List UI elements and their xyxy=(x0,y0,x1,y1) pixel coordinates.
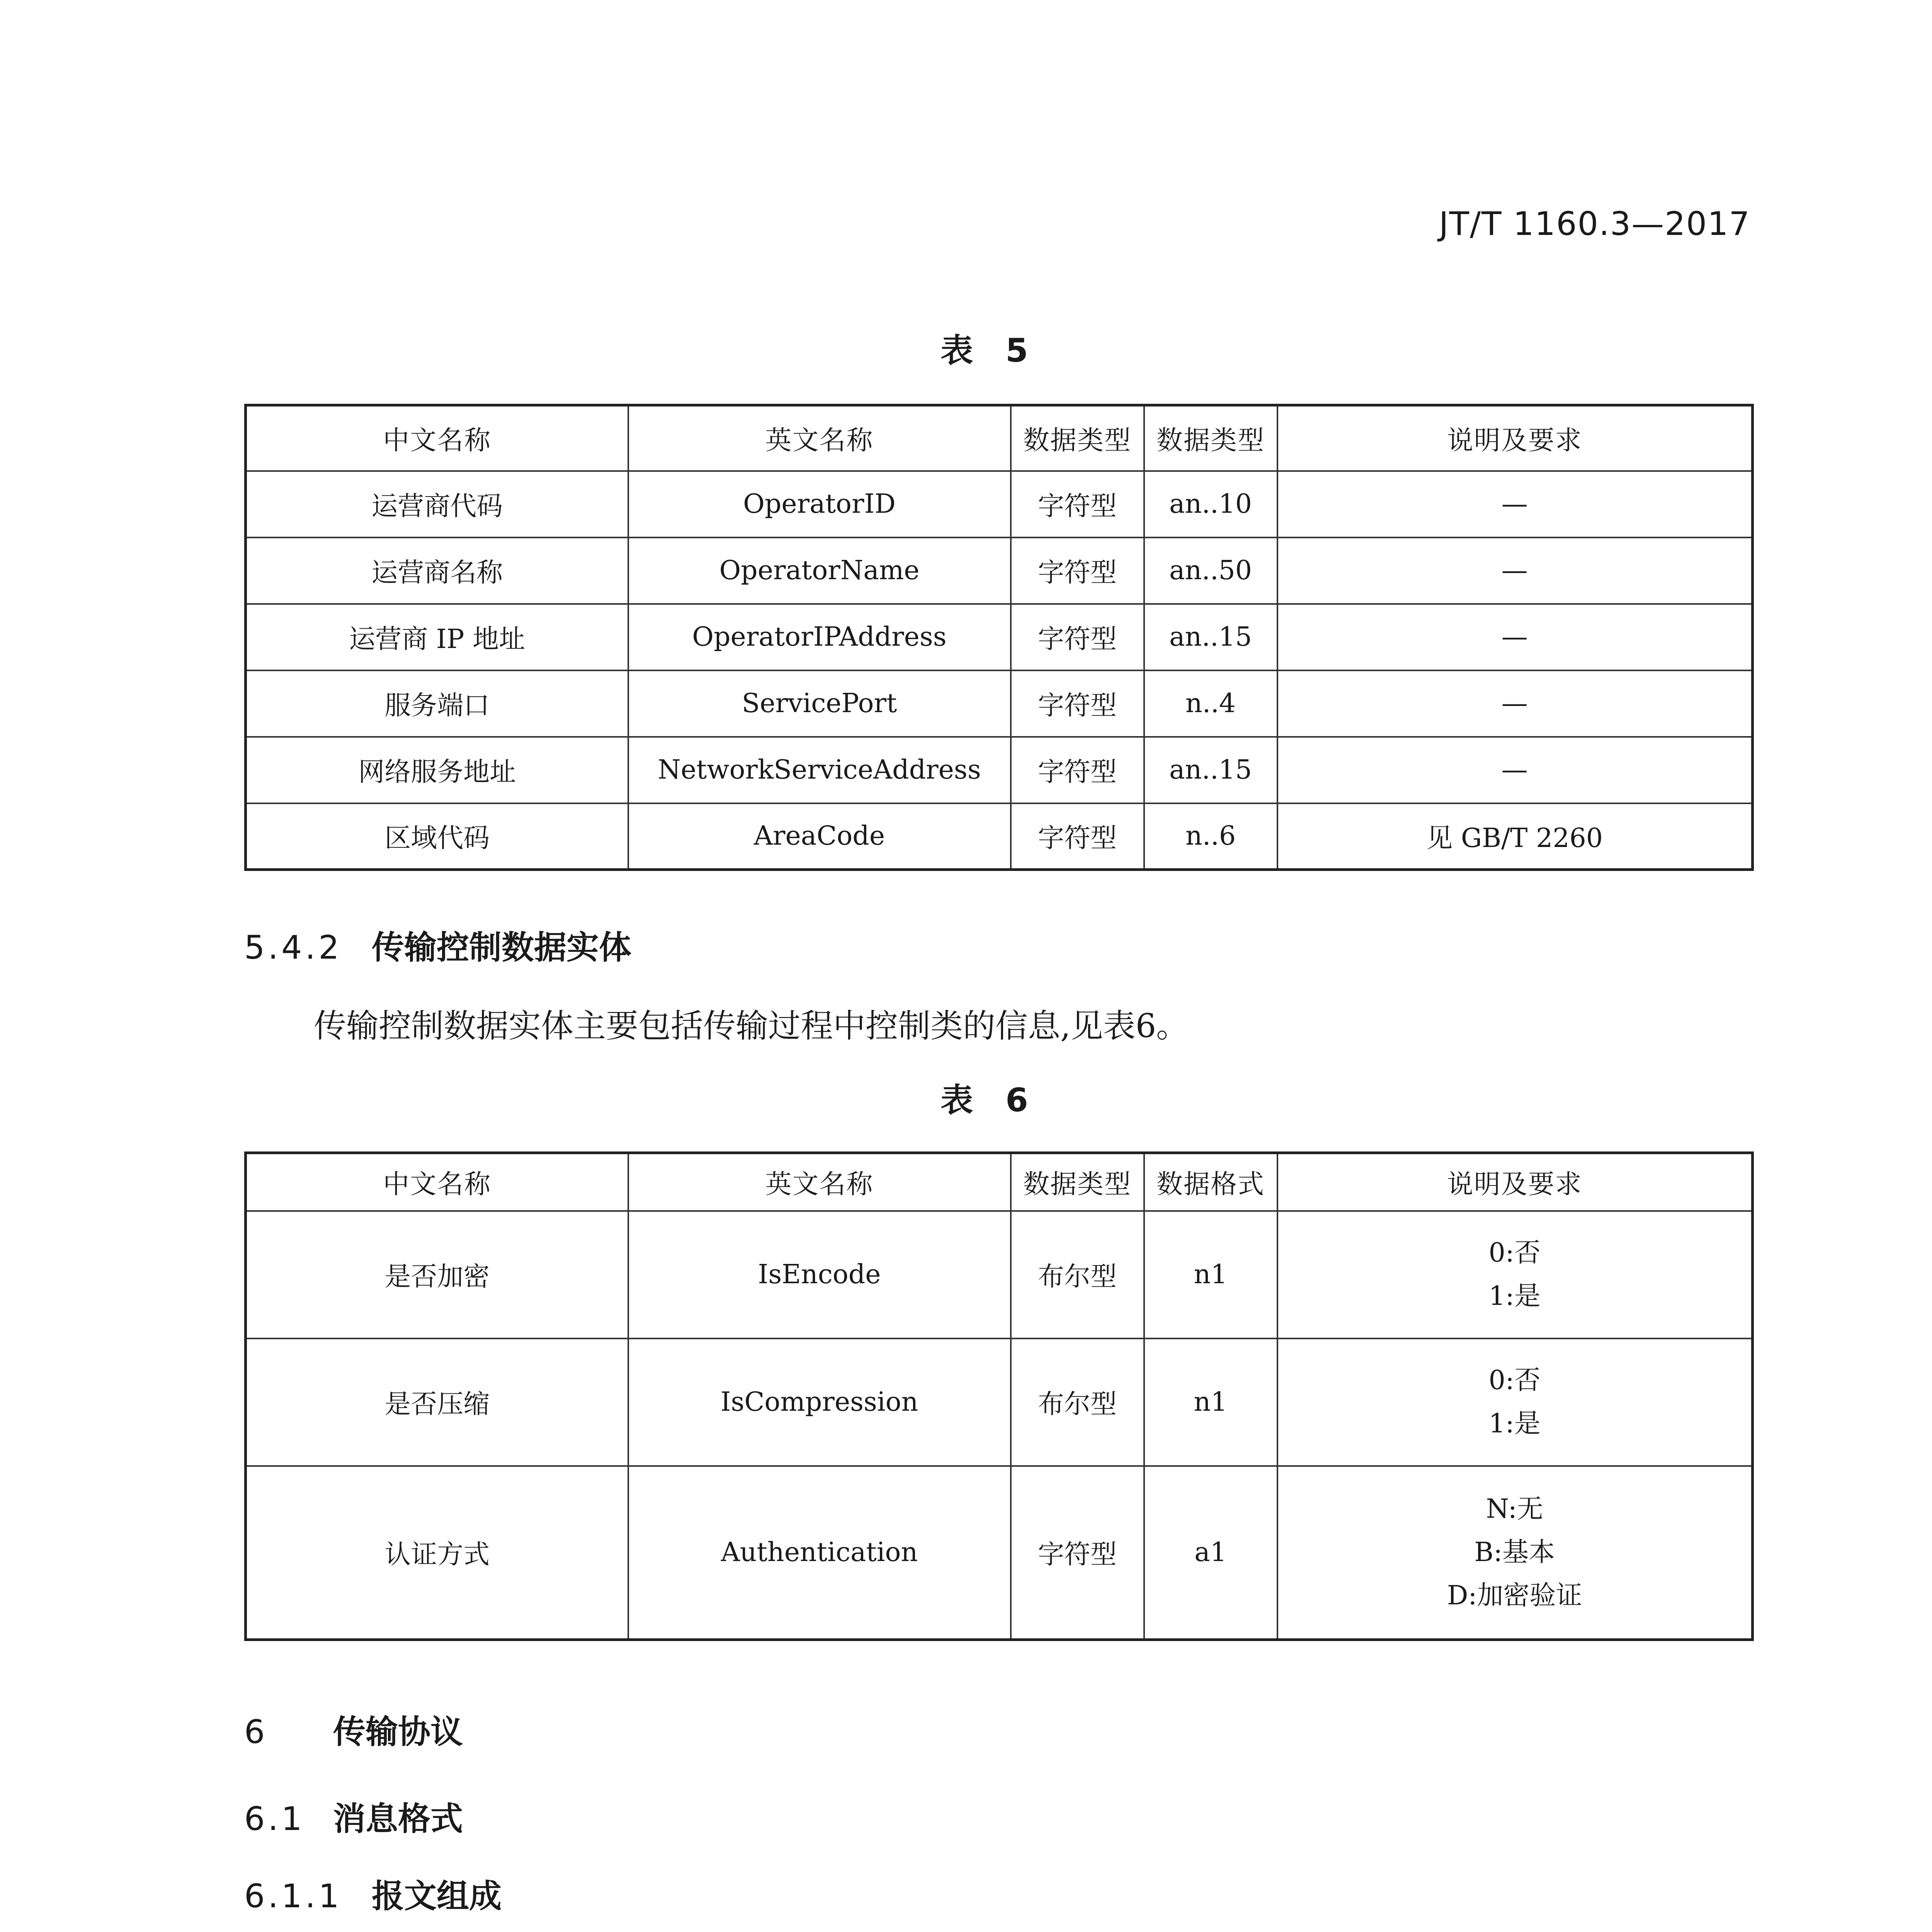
desc-line: 1:是 xyxy=(1488,1408,1541,1439)
cell-format: an..15 xyxy=(1144,737,1277,803)
desc-line: N:无 xyxy=(1486,1493,1543,1524)
cell-format: an..50 xyxy=(1144,537,1277,604)
section-number: 6 xyxy=(244,1713,268,1751)
desc-line: B:基本 xyxy=(1474,1537,1555,1568)
table-row xyxy=(246,670,1753,737)
cell-cn: 运营商代码 xyxy=(246,471,628,537)
table6-header-type: 数据类型 xyxy=(1011,1153,1144,1211)
table6-header-en: 英文名称 xyxy=(628,1153,1011,1211)
cell-desc: — xyxy=(1277,537,1753,604)
cell-cn: 认证方式 xyxy=(246,1466,628,1640)
cell-desc: 见 GB/T 2260 xyxy=(1277,803,1753,870)
table6 xyxy=(244,1151,1754,1641)
cell-desc xyxy=(1277,1466,1753,1640)
table6-caption-word: 表 xyxy=(940,1081,973,1119)
table-row xyxy=(246,737,1753,803)
desc-line: 0:否 xyxy=(1488,1237,1541,1268)
table-row xyxy=(246,1466,1753,1640)
section-title: 报文组成 xyxy=(372,1877,502,1915)
table6-header-cn: 中文名称 xyxy=(246,1153,628,1211)
table5-header-type: 数据类型 xyxy=(1011,405,1144,471)
cell-en: NetworkServiceAddress xyxy=(628,737,1011,803)
table5-header-row xyxy=(246,405,1753,471)
cell-type: 字符型 xyxy=(1011,604,1144,670)
section-6-1-heading xyxy=(244,1793,463,1840)
table6-header-format: 数据格式 xyxy=(1144,1153,1277,1211)
cell-type: 字符型 xyxy=(1011,803,1144,870)
table5-header-desc: 说明及要求 xyxy=(1277,405,1753,471)
cell-en: IsEncode xyxy=(628,1211,1011,1338)
desc-line: D:加密验证 xyxy=(1447,1580,1582,1611)
cell-desc: — xyxy=(1277,737,1753,803)
section-6-1-1-heading xyxy=(244,1870,502,1917)
table5 xyxy=(244,404,1754,871)
table-row xyxy=(246,803,1753,870)
cell-en: OperatorIPAddress xyxy=(628,604,1011,670)
desc-line: 0:否 xyxy=(1488,1365,1541,1396)
standard-number: JT/T 1160.3—2017 xyxy=(1439,205,1750,243)
table-row xyxy=(246,1338,1753,1466)
cell-cn: 是否加密 xyxy=(246,1211,628,1338)
cell-en: Authentication xyxy=(628,1466,1011,1640)
table5-header-en: 英文名称 xyxy=(628,405,1011,471)
cell-desc: — xyxy=(1277,471,1753,537)
cell-desc xyxy=(1277,1211,1753,1338)
cell-en: OperatorName xyxy=(628,537,1011,604)
table6-caption xyxy=(0,1074,1932,1121)
section-5-4-2-heading xyxy=(244,922,631,968)
section-title: 传输控制数据实体 xyxy=(372,929,632,966)
cell-desc: — xyxy=(1277,670,1753,737)
cell-type: 字符型 xyxy=(1011,537,1144,604)
table-row xyxy=(246,1211,1753,1338)
cell-type: 字符型 xyxy=(1011,1466,1144,1640)
table5-caption-word: 表 xyxy=(940,332,973,369)
cell-format: a1 xyxy=(1144,1466,1277,1640)
table5-header-format: 数据类型 xyxy=(1144,405,1277,471)
section-number: 5.4.2 xyxy=(244,929,342,966)
cell-format: n1 xyxy=(1144,1211,1277,1338)
cell-cn: 运营商名称 xyxy=(246,537,628,604)
cell-format: an..15 xyxy=(1144,604,1277,670)
cell-type: 字符型 xyxy=(1011,670,1144,737)
cell-type: 布尔型 xyxy=(1011,1338,1144,1466)
cell-cn: 网络服务地址 xyxy=(246,737,628,803)
cell-cn: 服务端口 xyxy=(246,670,628,737)
section-title: 消息格式 xyxy=(333,1800,463,1838)
cell-en: OperatorID xyxy=(628,471,1011,537)
cell-format: n..6 xyxy=(1144,803,1277,870)
cell-en: IsCompression xyxy=(628,1338,1011,1466)
table6-caption-number: 6 xyxy=(1005,1081,1028,1119)
cell-cn: 是否压缩 xyxy=(246,1338,628,1466)
section-title: 传输协议 xyxy=(333,1713,463,1751)
section-number: 6.1.1 xyxy=(244,1877,342,1915)
cell-type: 布尔型 xyxy=(1011,1211,1144,1338)
cell-en: ServicePort xyxy=(628,670,1011,737)
table5-caption-number: 5 xyxy=(1005,332,1028,369)
section-5-4-2-text: 传输控制数据实体主要包括传输过程中控制类的信息,见表6。 xyxy=(314,1007,1189,1045)
cell-cn: 运营商 IP 地址 xyxy=(246,604,628,670)
cell-desc: — xyxy=(1277,604,1753,670)
cell-format: n1 xyxy=(1144,1338,1277,1466)
table-row xyxy=(246,537,1753,604)
table5-caption xyxy=(0,325,1932,371)
section-6-heading xyxy=(244,1706,463,1753)
cell-en: AreaCode xyxy=(628,803,1011,870)
table5-header-cn: 中文名称 xyxy=(246,405,628,471)
table-row xyxy=(246,604,1753,670)
desc-line: 1:是 xyxy=(1488,1281,1541,1311)
cell-type: 字符型 xyxy=(1011,471,1144,537)
section-number: 6.1 xyxy=(244,1800,305,1838)
table-row xyxy=(246,471,1753,537)
cell-type: 字符型 xyxy=(1011,737,1144,803)
table6-header-desc: 说明及要求 xyxy=(1277,1153,1753,1211)
cell-format: an..10 xyxy=(1144,471,1277,537)
cell-cn: 区域代码 xyxy=(246,803,628,870)
table6-header-row xyxy=(246,1153,1753,1211)
cell-desc xyxy=(1277,1338,1753,1466)
cell-format: n..4 xyxy=(1144,670,1277,737)
